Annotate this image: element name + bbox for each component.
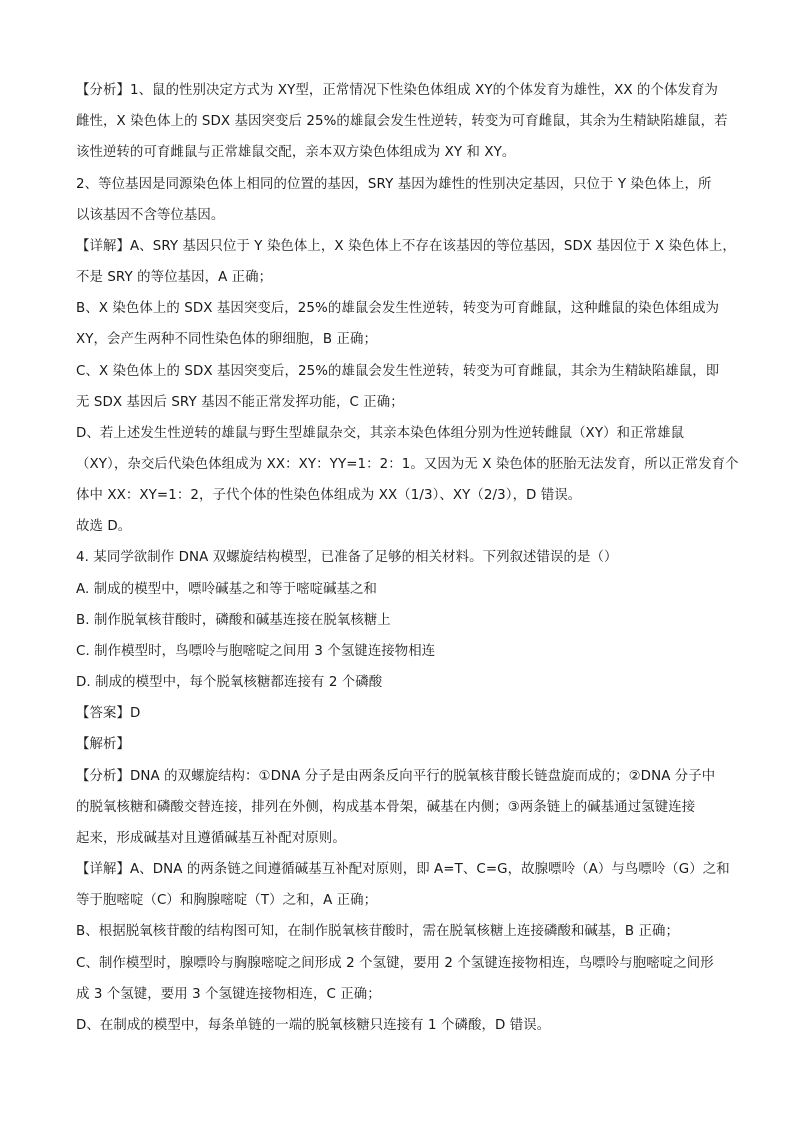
text-line: 不是 SRY 的等位基因，A 正确；: [76, 270, 273, 285]
text-line: D、若上述发生性逆转的雄鼠与野生型雄鼠杂交，其亲本染色体组分别为性逆转雌鼠（XY）和正常雄鼠: [76, 426, 685, 441]
text-line: 【分析】DNA 的双螺旋结构：①DNA 分子是由两条反向平行的脱氧核苷酸长链盘旋而成的；②DNA 分子中: [76, 769, 716, 784]
text-line: C、X 染色体上的 SDX 基因突变后，25%的雄鼠会发生性逆转，转变为可育雌鼠，其余为生精缺陷雄鼠，即: [76, 364, 720, 379]
text-line: 无 SDX 基因后 SRY 基因不能正常发挥功能，C 正确；: [76, 395, 404, 410]
text-line: 雌性，X 染色体上的 SDX 基因突变后 25%的雄鼠会发生性逆转，转变为可育雌鼠，其余为生精缺陷雄鼠，若: [76, 114, 728, 129]
text-line: 以该基因不含等位基因。: [76, 208, 225, 223]
option-a: A. 制成的模型中，嘌呤碱基之和等于嘧啶碱基之和: [76, 582, 378, 597]
option-c: C. 制作模型时，鸟嘌呤与胞嘧啶之间用 3 个氢键连接物相连: [76, 644, 436, 659]
text-line: C、制作模型时，腺嘌呤与胸腺嘧啶之间形成 2 个氢键，要用 2 个氢键连接物相连，鸟嘌呤与胞嘧啶之间形: [76, 956, 714, 971]
text-line: B、根据脱氧核苷酸的结构图可知，在制作脱氧核苷酸时，需在脱氧核糖上连接磷酸和碱基，B 正确；: [76, 924, 680, 939]
answer-label: 【答案】D: [76, 706, 141, 721]
text-line: 【分析】1、鼠的性别决定方式为 XY型，正常情况下性染色体组成 XY的个体发育为雄性，XX 的个体发育为: [76, 83, 718, 98]
text-line: 该性逆转的可育雌鼠与正常雄鼠交配，亲本双方染色体组成为 XY 和 XY。: [76, 145, 516, 160]
text-line: 【详解】A、DNA 的两条链之间遵循碱基互补配对原则，即 A=T、C=G，故腺嘌呤（A）与鸟嘌呤（G）之和: [76, 862, 730, 877]
text-line: XY，会产生两种不同性染色体的卵细胞，B 正确；: [76, 332, 378, 347]
text-line: 【详解】A、SRY 基因只位于 Y 染色体上，X 染色体上不存在该基因的等位基因，SDX 基因位于 X 染色体上，: [76, 239, 736, 254]
option-b: B. 制作脱氧核苷酸时，磷酸和碱基连接在脱氧核糖上: [76, 613, 391, 628]
text-line: 体中 XX：XY=1：2，子代个体的性染色体组成为 XX（1/3）、XY（2/3），D 错误。: [76, 488, 582, 503]
analysis-label: 【解析】: [76, 737, 130, 752]
text-line: 成 3 个氢键，要用 3 个氢键连接物相连，C 正确；: [76, 987, 381, 1002]
text-line: B、X 染色体上的 SDX 基因突变后，25%的雄鼠会发生性逆转，转变为可育雌鼠，这种雌鼠的染色体组成为: [76, 301, 720, 316]
text-line: 2、等位基因是同源染色体上相同的位置的基因，SRY 基因为雄性的性别决定基因，只位于 Y 染色体上，所: [76, 177, 712, 192]
text-line: 故选 D。: [76, 519, 132, 534]
question-title: 4. 某同学欲制作 DNA 双螺旋结构模型，已准备了足够的相关材料。下列叙述错误的是（）: [76, 550, 618, 565]
option-d: D. 制成的模型中，每个脱氧核糖都连接有 2 个磷酸: [76, 675, 383, 690]
text-line: 起来，形成碱基对且遵循碱基互补配对原则。: [76, 831, 346, 846]
text-line: D、在制成的模型中，每条单链的一端的脱氧核糖只连接有 1 个磷酸，D 错误。: [76, 1018, 551, 1033]
text-line: （XY），杂交后代染色体组成为 XX：XY：YY=1：2：1。又因为无 X 染色体的胚胎无法发育，所以正常发育个: [76, 457, 739, 472]
text-line: 等于胞嘧啶（C）和胸腺嘧啶（T）之和，A 正确；: [76, 893, 378, 908]
text-line: 的脱氧核糖和磷酸交替连接，排列在外侧，构成基本骨架，碱基在内侧；③两条链上的碱基通过氢键连接: [76, 800, 696, 815]
